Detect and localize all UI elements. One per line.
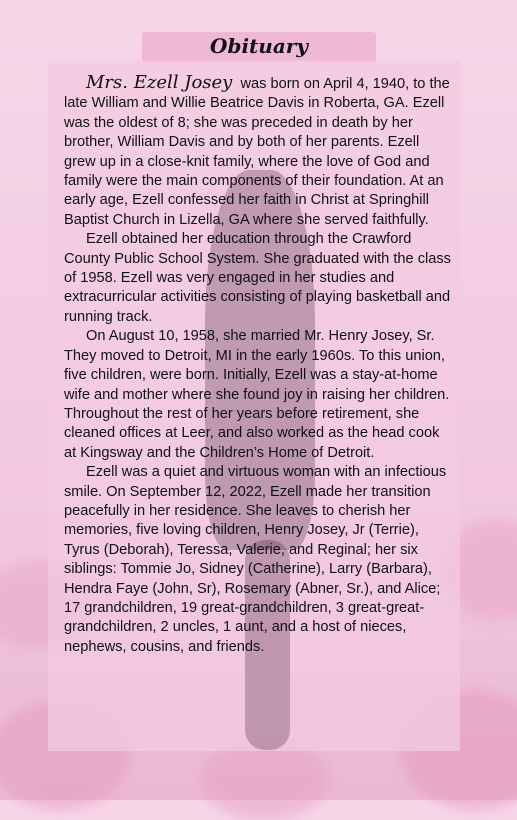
paragraph-marriage: On August 10, 1958, she married Mr. Henry Josey, Sr. They moved to Detroit, MI in the early 1960s. To this union, five children, were born. Initially, Ezell was a stay-at-home wife and mother where she found joy in raising her children. Throughout the rest of her years before retirement, she cleaned offices at Leer, and also worked as the head cook at Kingsway and the Children’s Home of Detroit. <box>64 328 450 461</box>
paragraph-text: was born on April 4, 1940, to the late William and Willie Beatrice Davis in Roberta, GA. Ezell was the oldest of 8; she was preceded in death by her brother, William Davis and by both of her parents. Ezell grew up in a close-knit family, where the love of God and family were the main components of their foundation. At an early age, Ezell confessed her faith in Christ at Springhill Baptist Church in Lizella, GA where she served faithfully. <box>64 76 450 228</box>
page-title: Obituary <box>210 34 308 58</box>
obituary-text <box>64 73 452 657</box>
background-flower <box>200 740 330 820</box>
paragraph-education: Ezell obtained her education through the Crawford County Public School System. She graduated with the class of 1958. Ezell was very engaged in her studies and extracurricular activities consisting of playing basketball and running track. <box>64 231 451 325</box>
paragraph-survivors: Ezell was a quiet and virtuous woman with an infectious smile. On September 12, 2022, Ezell made her transition peacefully in her residence. She leaves to cherish her memories, five loving children, Henry Josey, Jr (Terrie), Tyrus (Deborah), Teressa, Valerie, and Reginal; her six siblings: Tommie Jo, Sidney (Catherine), Larry (Barbara), Hendra Faye (John, Sr), Rosemary (Abner, Sr.), and Alice; 17 grandchildren, 19 great-grandchildren, 3 great-great-grandchildren, 2 uncles, 1 aunt, and a host of nieces, nephews, cousins, and friends. <box>64 464 447 655</box>
deceased-name: Mrs. Ezell Josey <box>86 72 233 93</box>
paragraph-intro <box>64 73 452 230</box>
